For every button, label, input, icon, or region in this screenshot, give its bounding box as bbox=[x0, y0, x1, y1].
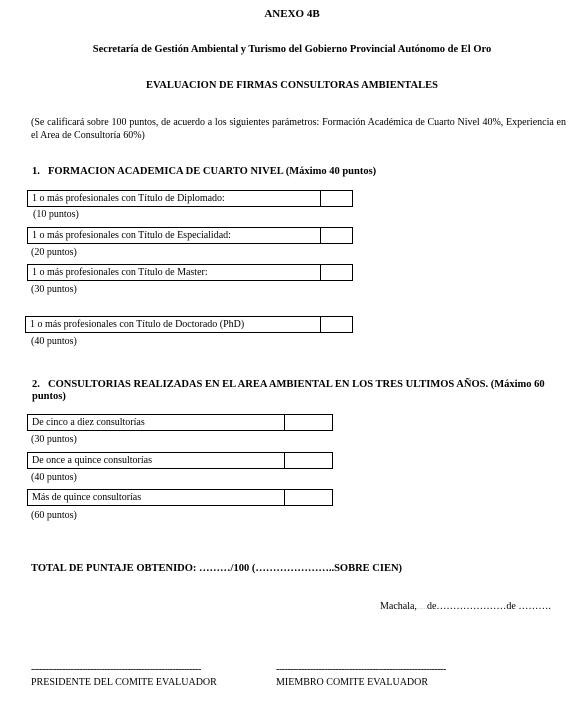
section2-heading bbox=[32, 379, 570, 403]
points-5-10: (30 puntos) bbox=[31, 434, 77, 445]
score-row-master bbox=[27, 264, 353, 281]
score-row-diplomado bbox=[27, 190, 353, 207]
score-row-11-15 bbox=[27, 452, 333, 469]
date-dots-1: ………………… bbox=[436, 601, 507, 612]
score-row-5-10 bbox=[27, 414, 333, 431]
place-date bbox=[380, 601, 551, 612]
score-row-label: 1 o más profesionales con Título de Especialidad: bbox=[32, 230, 231, 241]
de-2: de bbox=[506, 601, 516, 612]
section1-title: FORMACION ACADEMICA DE CUARTO NIVEL (Máximo 40 puntos) bbox=[48, 166, 377, 177]
score-cell[interactable] bbox=[320, 228, 352, 243]
score-cell[interactable] bbox=[320, 191, 352, 206]
points-doctorado: (40 puntos) bbox=[31, 336, 77, 347]
score-row-label: 1 o más profesionales con Título de Master: bbox=[32, 267, 208, 278]
score-row-doctorado bbox=[25, 316, 353, 333]
score-row-label: Más de quince consultorías bbox=[32, 492, 142, 503]
section2-title: CONSULTORIAS REALIZADAS EN EL AREA AMBIENTAL EN LOS TRES ULTIMOS AÑOS. (Máximo 60 puntos) bbox=[32, 379, 545, 402]
score-cell[interactable] bbox=[320, 265, 352, 280]
points-master: (30 puntos) bbox=[31, 284, 77, 295]
score-cell[interactable] bbox=[284, 415, 332, 430]
intro-paragraph: (Se calificará sobre 100 puntos, de acuerdo a los siguientes parámetros: Formación Académica de Cuarto Nivel 40%, Experiencia en el Area de Consultoría 60%) bbox=[31, 117, 566, 141]
score-cell[interactable] bbox=[284, 453, 332, 468]
points-diplomado: (10 puntos) bbox=[33, 209, 79, 220]
score-row-especialidad bbox=[27, 227, 353, 244]
section2-number: 2. bbox=[32, 379, 40, 390]
section1-heading bbox=[32, 166, 376, 177]
score-cell[interactable] bbox=[320, 317, 352, 332]
score-row-label: 1 o más profesionales con Título de Diplomado: bbox=[32, 193, 225, 204]
score-row-label: De cinco a diez consultorías bbox=[32, 417, 145, 428]
points-especialidad: (20 puntos) bbox=[31, 247, 77, 258]
score-cell[interactable] bbox=[284, 490, 332, 505]
date-dots-2: ………. bbox=[518, 601, 551, 612]
points-11-15: (40 puntos) bbox=[31, 472, 77, 483]
city: Machala, bbox=[380, 601, 417, 612]
section1-number: 1. bbox=[32, 166, 40, 177]
annex-title: ANEXO 4B bbox=[264, 8, 320, 20]
score-row-label: 1 o más profesionales con Título de Doctorado (PhD) bbox=[30, 319, 245, 330]
signature-line-president: ------------------------------------------------------------ bbox=[31, 664, 201, 675]
tiny-mark: …… bbox=[416, 606, 427, 611]
score-row-more-15 bbox=[27, 489, 333, 506]
points-more-15: (60 puntos) bbox=[31, 510, 77, 521]
signature-line-member: ------------------------------------------------------------ bbox=[276, 664, 446, 675]
total-score: TOTAL DE PUNTAJE OBTENIDO: ………/100 (…………………..SOBRE CIEN) bbox=[31, 563, 403, 574]
president-label: PRESIDENTE DEL COMITE EVALUADOR bbox=[31, 677, 217, 688]
evaluation-title: EVALUACION DE FIRMAS CONSULTORAS AMBIENTALES bbox=[146, 80, 438, 91]
member-label: MIEMBRO COMITE EVALUADOR bbox=[276, 677, 429, 688]
score-row-label: De once a quince consultorías bbox=[32, 455, 152, 466]
de-1: de bbox=[426, 601, 437, 612]
organization-name: Secretaría de Gestión Ambiental y Turismo del Gobierno Provincial Autónomo de El Oro bbox=[92, 44, 492, 55]
